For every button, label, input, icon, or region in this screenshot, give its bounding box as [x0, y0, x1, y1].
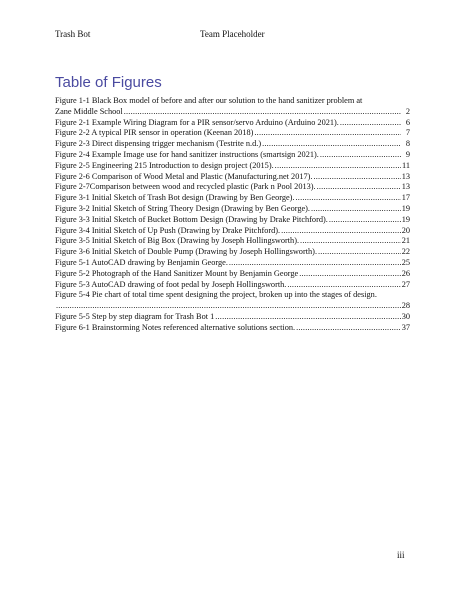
figure-caption: Figure 2-3 Direct dispensing trigger mechanism (Testrite n.d.) — [55, 139, 262, 149]
figure-caption: Figure 2-4 Example Image use for hand sanitizer instructions (smartsign 2021). — [55, 149, 319, 159]
figure-caption: Figure 5-5 Step by step diagram for Trash Bot 1 — [55, 311, 215, 321]
figure-entry[interactable] — [55, 150, 410, 161]
figure-page-number: 27 — [401, 279, 410, 289]
figure-entry[interactable] — [55, 301, 410, 312]
figure-entry[interactable] — [55, 128, 410, 139]
figure-caption: Figure 2-5 Engineering 215 Introduction to design project (2015). — [55, 160, 274, 170]
figure-entry[interactable] — [55, 118, 410, 129]
leader-dots — [296, 323, 401, 334]
figure-caption: Figure 2-2 A typical PIR sensor in operation (Keenan 2018) — [55, 128, 254, 138]
leader-dots — [281, 226, 401, 237]
leader-dots — [262, 139, 401, 150]
leader-dots — [124, 107, 401, 118]
figure-caption: Figure 2-1 Example Wiring Diagram for a PIR sensor/servo Arduino (Arduino 2021). — [55, 117, 339, 127]
figure-caption: Figure 2-7Comparison between wood and recycled plastic (Park n Pool 2013). — [55, 182, 316, 192]
leader-dots — [317, 182, 401, 193]
leader-dots — [215, 312, 400, 323]
figure-page-number: 19 — [401, 203, 410, 213]
figure-entry-line[interactable] — [55, 290, 410, 301]
figure-entry[interactable] — [55, 182, 410, 193]
leader-dots — [311, 204, 401, 215]
figure-page-number: 6 — [405, 117, 410, 127]
figure-entry[interactable] — [55, 236, 410, 247]
leader-dots — [318, 247, 401, 258]
figure-caption: Zane Middle School — [55, 106, 123, 116]
figure-caption: Figure 6-1 Brainstorming Notes referenced alternative solutions section. — [55, 322, 296, 332]
figure-page-number: 26 — [401, 268, 410, 278]
figure-list — [55, 96, 410, 334]
figure-caption: Figure 2-6 Comparison of Wood Metal and Plastic (Manufacturing.net 2017). — [55, 171, 313, 181]
figure-page-number: 17 — [401, 193, 410, 203]
figure-caption: Figure 3-2 Initial Sketch of String Theory Design (Drawing by Ben George). — [55, 203, 311, 213]
leader-dots — [56, 301, 401, 312]
figure-caption: Figure 3-6 Initial Sketch of Double Pump (Drawing by Joseph Hollingsworth). — [55, 247, 318, 257]
figure-entry[interactable] — [55, 312, 410, 323]
figure-caption: Figure 3-5 Initial Sketch of Big Box (Drawing by Joseph Hollingsworth). — [55, 236, 300, 246]
figure-page-number: 21 — [401, 236, 410, 246]
figure-entry-line[interactable] — [55, 96, 410, 107]
figure-caption: Figure 5-3 AutoCAD drawing of foot pedal by Joseph Hollingsworth. — [55, 279, 287, 289]
figure-entry[interactable] — [55, 247, 410, 258]
figure-caption: Figure 3-3 Initial Sketch of Bucket Bottom Design (Drawing by Drake Pitchford). — [55, 214, 328, 224]
figure-entry[interactable] — [55, 226, 410, 237]
figure-page-number: 13 — [401, 171, 410, 181]
leader-dots — [275, 161, 401, 172]
figure-page-number: 9 — [405, 149, 410, 159]
leader-dots — [287, 280, 400, 291]
figure-caption: Figure 5-1 AutoCAD drawing by Benjamin George. — [55, 257, 228, 267]
page-number: iii — [397, 550, 405, 560]
figure-page-number: 37 — [401, 322, 410, 332]
figure-entry[interactable] — [55, 204, 410, 215]
figure-entry[interactable] — [55, 258, 410, 269]
figure-page-number: 30 — [401, 311, 410, 321]
figure-page-number: 25 — [401, 257, 410, 267]
figure-page-number: 13 — [401, 182, 410, 192]
figure-page-number: 22 — [401, 247, 410, 257]
figure-entry[interactable] — [55, 269, 410, 280]
figure-page-number: 11 — [402, 160, 410, 170]
figure-entry[interactable] — [55, 172, 410, 183]
figure-page-number: 19 — [401, 214, 410, 224]
figure-caption: Figure 3-1 Initial Sketch of Trash Bot design (Drawing by Ben George). — [55, 193, 295, 203]
figure-entry[interactable] — [55, 161, 410, 172]
figure-entry[interactable] — [55, 323, 410, 334]
figure-caption: Figure 5-2 Photograph of the Hand Sanitizer Mount by Benjamin George — [55, 268, 299, 278]
figure-page-number: 8 — [405, 139, 410, 149]
page-header — [55, 28, 415, 40]
leader-dots — [340, 118, 401, 129]
figure-page-number: 20 — [401, 225, 410, 235]
leader-dots — [299, 269, 401, 280]
figure-entry[interactable] — [55, 193, 410, 204]
figure-entry[interactable] — [55, 215, 410, 226]
figure-entry[interactable] — [55, 107, 410, 118]
figure-entry[interactable] — [55, 280, 410, 291]
leader-dots — [229, 258, 401, 269]
figure-page-number: 2 — [405, 106, 410, 116]
leader-dots — [300, 236, 401, 247]
figure-caption: Figure 5-4 Pie chart of total time spent designing the project, broken up into the stages of design. — [55, 290, 377, 300]
leader-dots — [329, 215, 401, 226]
header-project-name: Trash Bot — [55, 29, 91, 39]
leader-dots — [314, 172, 401, 183]
figure-page-number: 7 — [405, 128, 410, 138]
leader-dots — [320, 150, 401, 161]
leader-dots — [254, 128, 401, 139]
figure-page-number: 28 — [401, 301, 410, 311]
figure-caption: Figure 1-1 Black Box model of before and after our solution to the hand sanitizer problem at — [55, 96, 363, 105]
header-team-name: Team Placeholder — [200, 29, 265, 39]
table-of-figures-title: Table of Figures — [55, 74, 162, 91]
leader-dots — [296, 193, 401, 204]
figure-entry[interactable] — [55, 139, 410, 150]
figure-caption: Figure 3-4 Initial Sketch of Up Push (Drawing by Drake Pitchford). — [55, 225, 281, 235]
